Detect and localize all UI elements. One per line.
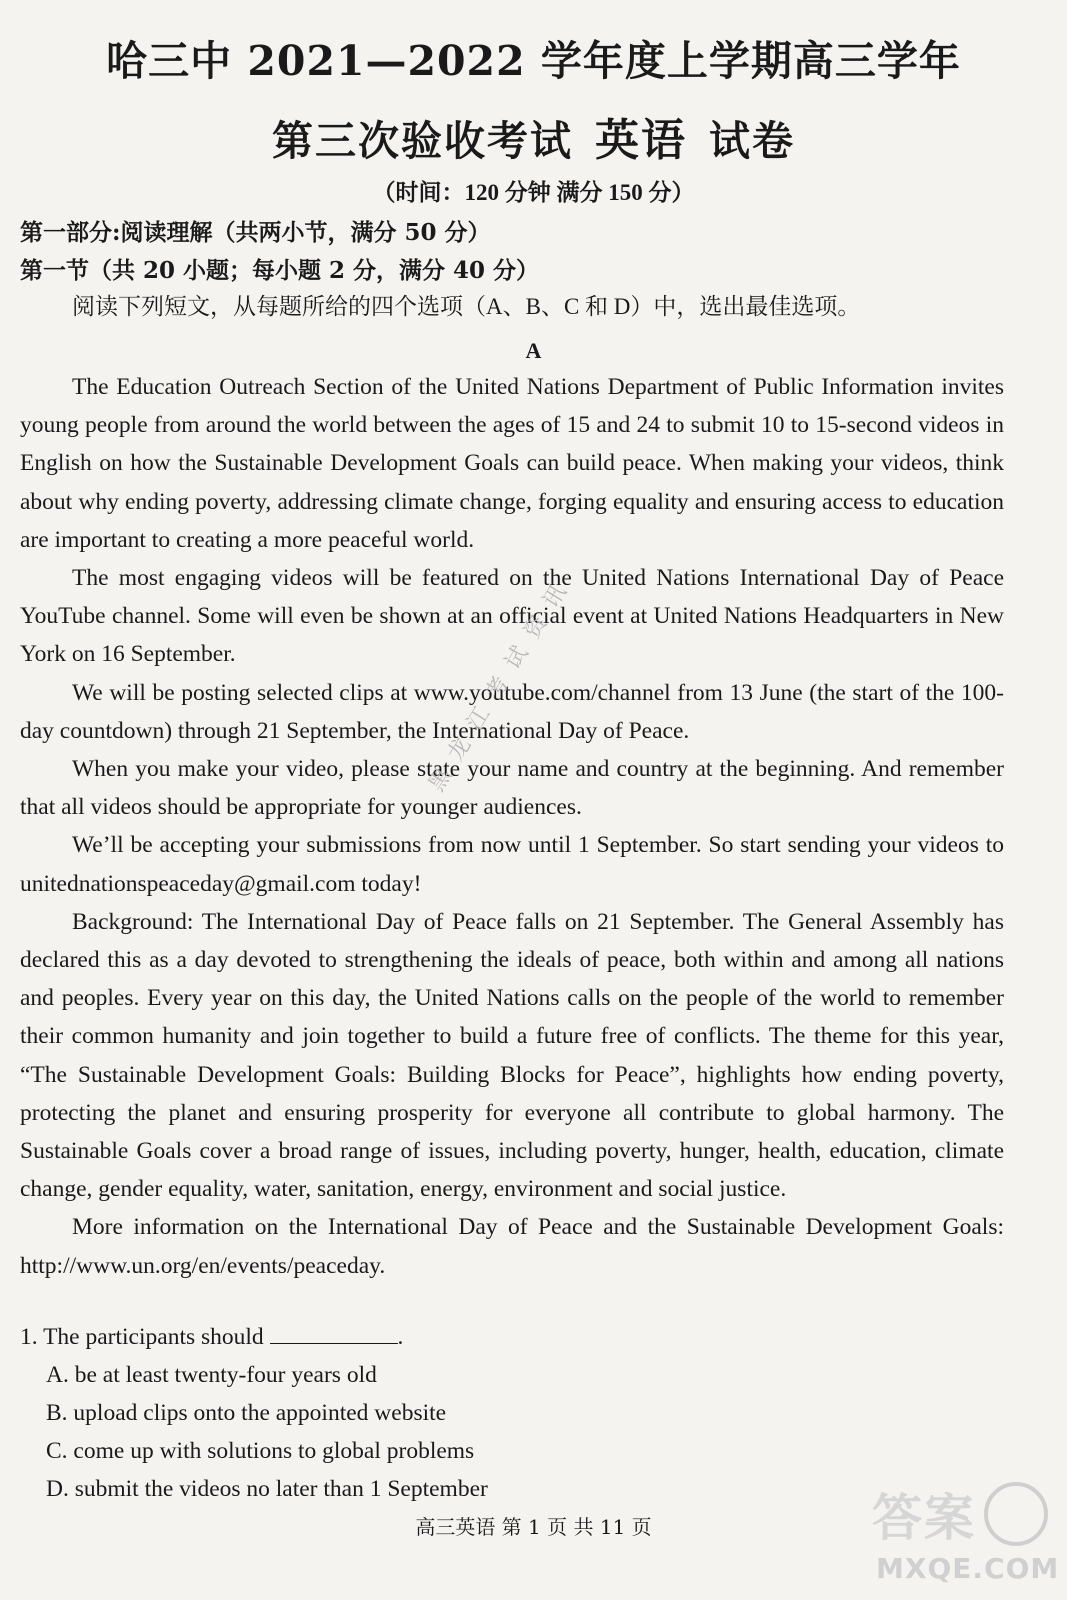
section1-heading: 第一节（共 20 小题；每小题 2 分，满分 40 分） <box>20 257 540 284</box>
exam-title-line2 <box>0 104 1067 168</box>
question-stem <box>20 1324 403 1351</box>
exam-title-suffix: 试卷 <box>709 117 795 165</box>
passage-paragraph: We will be posting selected clips at www.youtube.com/channel from 13 June (the start of the 100-day countdown) through 21 September, the International Day of Peace. <box>20 679 1004 744</box>
exam-subject: 英语 <box>595 115 687 166</box>
instruction-text: 阅读下列短文，从每题所给的四个选项（A、B、C 和 D）中，选出最佳选项。 <box>72 294 861 319</box>
watermark-text: 黑龙江考试资讯 <box>424 568 579 796</box>
passage-paragraph: More information on the International Day of Peace and the Sustainable Development Goals: http://www.un.org/en/events/peaceday. <box>20 1214 1004 1279</box>
passage-paragraph: The Education Outreach Section of the United Nations Department of Public Information invites young people from around the world between the ages of 15 and 24 to submit 10 to 15-second videos in English on how the Sustainable Development Goals can build peace. When making your videos, think about why ending poverty, addressing climate change, forging equality and ensuring access to education are important to creating a more peaceful world. <box>20 374 1004 553</box>
option-d: D. submit the videos no later than 1 September <box>46 1476 488 1502</box>
question-stem-end: . <box>397 1324 404 1350</box>
answer-blank <box>270 1325 398 1344</box>
logo-domain-text: MXQE.COM <box>876 1552 1060 1585</box>
passage-paragraph: Background: The International Day of Peace falls on 21 September. The General Assembly has declared this as a day devoted to strengthening the ideals of peace, both within and among all nations and peoples. Every year on this day, the United Nations calls on the people of the world to remember their common humanity and join together to build a future free of conflicts. The theme for this year, “The Sustainable Development Goals: Building Blocks for Peace”, highlights how ending poverty, protecting the planet and ensuring prosperity for everyone all contribute to global harmony. The Sustainable Goals cover a broad range of issues, including poverty, hunger, health, education, climate change, gender equality, water, sanitation, energy, environment and social justice. <box>20 908 1004 1203</box>
option-a: A. be at least twenty-four years old <box>46 1362 377 1388</box>
page-footer: 高三英语 第 1 页 共 11 页 <box>415 1515 652 1539</box>
passage-body <box>20 368 1004 1285</box>
passage-paragraph: When you make your video, please state your name and country at the beginning. And remember that all videos should be appropriate for younger audiences. <box>20 756 1004 821</box>
logo-main-text: 答案 <box>872 1489 976 1547</box>
exam-title-line1: 哈三中 2021—2022 学年度上学期高三学年 <box>106 37 961 85</box>
part1-heading: 第一部分:阅读理解（共两小节，满分 50 分） <box>20 219 491 246</box>
site-logo <box>872 1478 1060 1590</box>
option-b: B. upload clips onto the appointed website <box>46 1400 447 1426</box>
passage-paragraph: The most engaging videos will be featured on the United Nations International Day of Peace YouTube channel. Some will even be shown at an official event at United Nations Headquarters in New York on 16 September. <box>20 565 1004 668</box>
passage-letter: A <box>525 338 542 363</box>
question-stem-text: 1. The participants should <box>20 1324 264 1350</box>
logo-circle-icon <box>984 1482 1048 1546</box>
passage-paragraph: We’ll be accepting your submissions from now until 1 September. So start sending your videos to unitednationspeaceday@gmail.com today! <box>20 832 1004 897</box>
time-info: （时间：120 分钟 满分 150 分） <box>372 180 695 205</box>
option-c: C. come up with solutions to global problems <box>46 1438 475 1464</box>
exam-title-prefix: 第三次验收考试 <box>272 117 573 165</box>
